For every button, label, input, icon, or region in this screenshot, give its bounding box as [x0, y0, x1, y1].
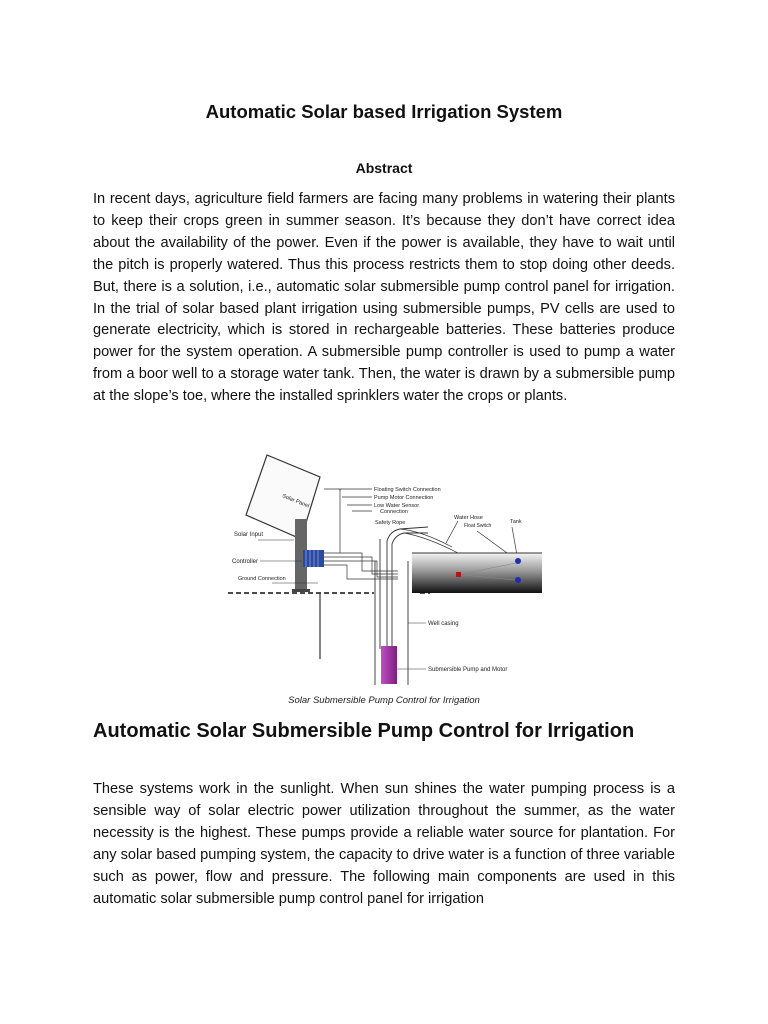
well-casing-label: Well casing — [428, 621, 459, 627]
tank-label: Tank — [510, 519, 522, 525]
submersible-pump-label: Submersible Pump and Motor — [428, 667, 508, 673]
abstract-heading: Abstract — [355, 160, 413, 176]
abstract-paragraph: In recent days, agriculture field farmers are facing many problems in watering their plants to keep their crops green in summer season. It’s because they don’t have correct idea about the availability of the power. Even if the power is available, they have to wait until the pitch is properly watered. Thus this process restricts them to stop doing other deeds. But, there is a solution, i.e., automatic solar submersible pump control panel for irrigation. In the trial of solar based plant irrigation using submersible pumps, PV cells are used to generate electricity, which is stored in rechargeable batteries. These batteries produce power for the system operation. A submersible pump controller is used to pump a water from a boor well to a storage water tank. Then, the water is drawn by a submersible pump at the slope’s toe, where the installed sprinklers water the crops or plants. — [93, 191, 675, 405]
ground-connection-label: Ground Connection — [238, 576, 286, 582]
safety-rope-label: Safety Rope — [375, 520, 406, 526]
solar-panel — [246, 455, 320, 539]
section-heading: Automatic Solar Submersible Pump Control for Irrigation — [93, 720, 635, 742]
irrigation-system-diagram — [222, 449, 548, 690]
submersible-pump — [381, 646, 397, 684]
pump-motor-label: Pump Motor Connection — [374, 495, 434, 501]
storage-tank — [412, 553, 542, 593]
floating-switch-label: Floating Switch Connection — [374, 487, 441, 493]
connection-label: Connection — [380, 509, 408, 515]
water-hose-label: Water Hose — [454, 515, 483, 521]
section-paragraph: These systems work in the sunlight. When sun shines the water pumping process is a sensible way of solar electric power utilization throughout the summer, as the water necessity is the highest. These pumps provide a reliable water source for plantation. For any solar based pumping system, the capacity to drive water is a function of three variable such as power, flow and pressure. The following main components are used in this automatic solar submersible pump control panel for irrigation — [93, 781, 675, 907]
document-title: Automatic Solar based Irrigation System — [205, 101, 563, 122]
controller-box — [303, 550, 324, 567]
solar-input-label: Solar Input — [234, 532, 264, 538]
solar-panel-label: Solar Panel — [281, 493, 310, 510]
float-switch-label: Float Switch — [464, 523, 492, 529]
low-water-sensor-label: Low Water Sensor — [374, 503, 420, 509]
figure-caption: Solar Submersible Pump Control for Irrigation — [288, 695, 480, 706]
controller-label: Controller — [232, 559, 259, 565]
